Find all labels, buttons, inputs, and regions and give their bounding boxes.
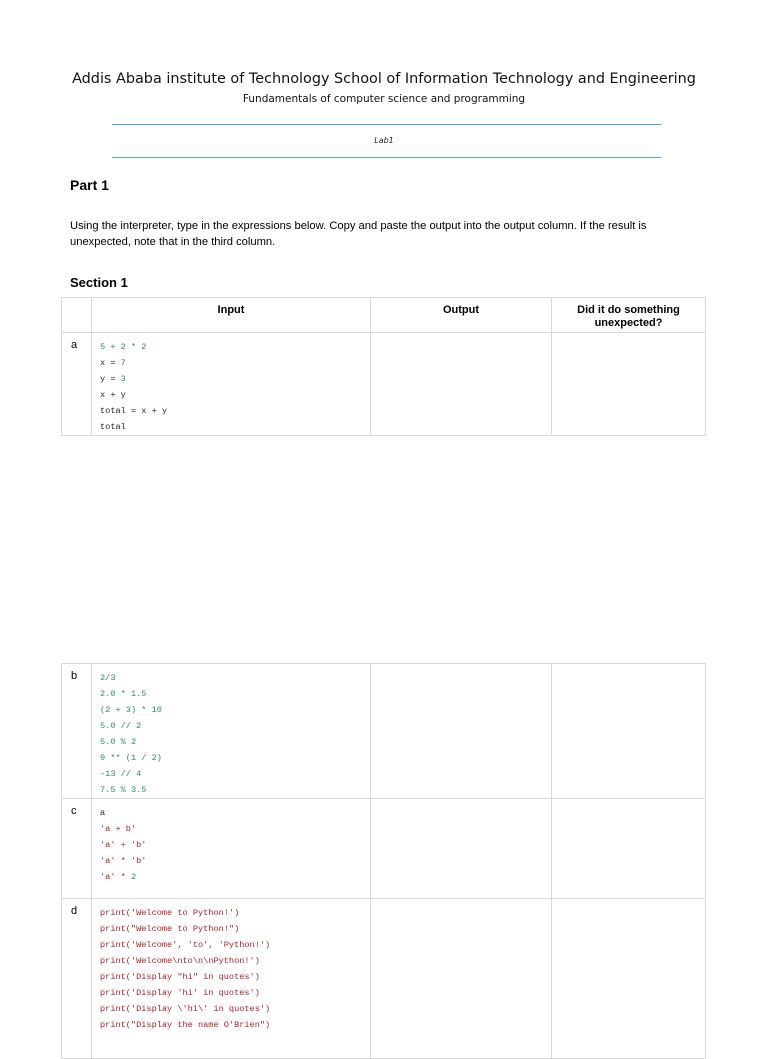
input-cell	[92, 799, 371, 899]
code-token: 'a + b'	[100, 824, 137, 834]
code-token: 3	[120, 374, 126, 384]
code-line	[100, 953, 370, 969]
code-line	[100, 805, 370, 821]
code-token: 7.5 % 3.5	[100, 785, 147, 795]
code-token: -13 // 4	[100, 769, 142, 779]
unexpected-cell[interactable]	[552, 799, 706, 899]
code-token: 2/3	[100, 673, 116, 683]
code-line	[100, 734, 370, 750]
header-output: Output	[371, 298, 552, 333]
code-token: print('Display "hi" in quotes')	[100, 972, 260, 982]
code-line	[100, 1001, 370, 1017]
header-label-column	[62, 298, 92, 333]
lab-label: Lab1	[374, 136, 394, 145]
code-token: 2	[130, 872, 137, 882]
code-line	[100, 937, 370, 953]
table-row	[62, 799, 706, 899]
code-token: print("Welcome to Python!")	[100, 924, 240, 934]
section-heading: Section 1	[70, 275, 128, 290]
table-row	[62, 664, 706, 799]
code-line	[100, 905, 370, 921]
header-rule-bottom	[112, 157, 661, 158]
code-token: 'a' + 'b'	[100, 840, 147, 850]
output-cell[interactable]	[371, 333, 552, 436]
exercise-table-continued	[61, 663, 706, 1059]
code-token: print('Display 'hi' in quotes')	[100, 988, 260, 998]
code-token: print('Welcome', 'to', 'Python!')	[100, 940, 271, 950]
code-line	[100, 750, 370, 766]
code-line	[100, 419, 370, 435]
row-label: c	[62, 799, 92, 899]
code-token: print("Display the name O'Brien")	[100, 1020, 271, 1030]
input-cell	[92, 333, 371, 436]
input-cell	[92, 899, 371, 1059]
code-token: y =	[100, 374, 121, 384]
code-token: x + y	[100, 390, 126, 400]
code-token: 'a' * 'b'	[100, 856, 147, 866]
header-rule-top	[112, 124, 661, 125]
table-row	[62, 333, 706, 436]
code-line	[100, 766, 370, 782]
row-label: a	[62, 333, 92, 436]
instructions-paragraph: Using the interpreter, type in the expressions below. Copy and paste the output into the output column. If the result is unexpected, note that in the third column.	[70, 220, 647, 248]
code-line	[100, 371, 370, 387]
code-line	[100, 853, 370, 869]
output-cell[interactable]	[371, 664, 552, 799]
code-line	[100, 782, 370, 798]
part-heading: Part 1	[70, 177, 109, 193]
code-line	[100, 869, 370, 885]
code-token: 2.0 * 1.5	[100, 689, 147, 699]
code-line	[100, 837, 370, 853]
header-input: Input	[92, 298, 371, 333]
code-token: 'a' *	[100, 872, 131, 882]
code-line	[100, 403, 370, 419]
code-line	[100, 339, 370, 355]
exercise-table	[61, 297, 706, 436]
code-line	[100, 985, 370, 1001]
code-line	[100, 670, 370, 686]
input-cell	[92, 664, 371, 799]
code-line	[100, 387, 370, 403]
code-line	[100, 969, 370, 985]
code-token: total	[100, 422, 126, 432]
code-line	[100, 686, 370, 702]
code-line	[100, 821, 370, 837]
code-token: total = x + y	[100, 406, 168, 416]
code-line	[100, 921, 370, 937]
code-line	[100, 718, 370, 734]
row-label: d	[62, 899, 92, 1059]
header-unexpected: Did it do something unexpected?	[552, 298, 706, 333]
code-token: print('Welcome to Python!')	[100, 908, 240, 918]
code-token: a	[100, 808, 106, 818]
code-token: print('Welcome\nto\n\nPython!')	[100, 956, 260, 966]
code-token: 7	[120, 358, 126, 368]
code-token: (2 + 3) * 10	[100, 705, 162, 715]
table-row	[62, 899, 706, 1059]
unexpected-cell[interactable]	[552, 664, 706, 799]
row-label: b	[62, 664, 92, 799]
code-token: x =	[100, 358, 121, 368]
code-token: 5.0 % 2	[100, 737, 137, 747]
code-token: print('Display \'hi\' in quotes')	[100, 1004, 271, 1014]
document-title: Addis Ababa institute of Technology School of Information Technology and Engineering	[72, 71, 696, 87]
code-line	[100, 702, 370, 718]
unexpected-cell[interactable]	[552, 899, 706, 1059]
output-cell[interactable]	[371, 899, 552, 1059]
code-token: 5.0 // 2	[100, 721, 142, 731]
code-token: 5 + 2 * 2	[100, 342, 147, 352]
code-line	[100, 355, 370, 371]
output-cell[interactable]	[371, 799, 552, 899]
document-subtitle: Fundamentals of computer science and programming	[242, 93, 526, 105]
unexpected-cell[interactable]	[552, 333, 706, 436]
code-token: 9 ** (1 / 2)	[100, 753, 162, 763]
code-line	[100, 1017, 370, 1033]
